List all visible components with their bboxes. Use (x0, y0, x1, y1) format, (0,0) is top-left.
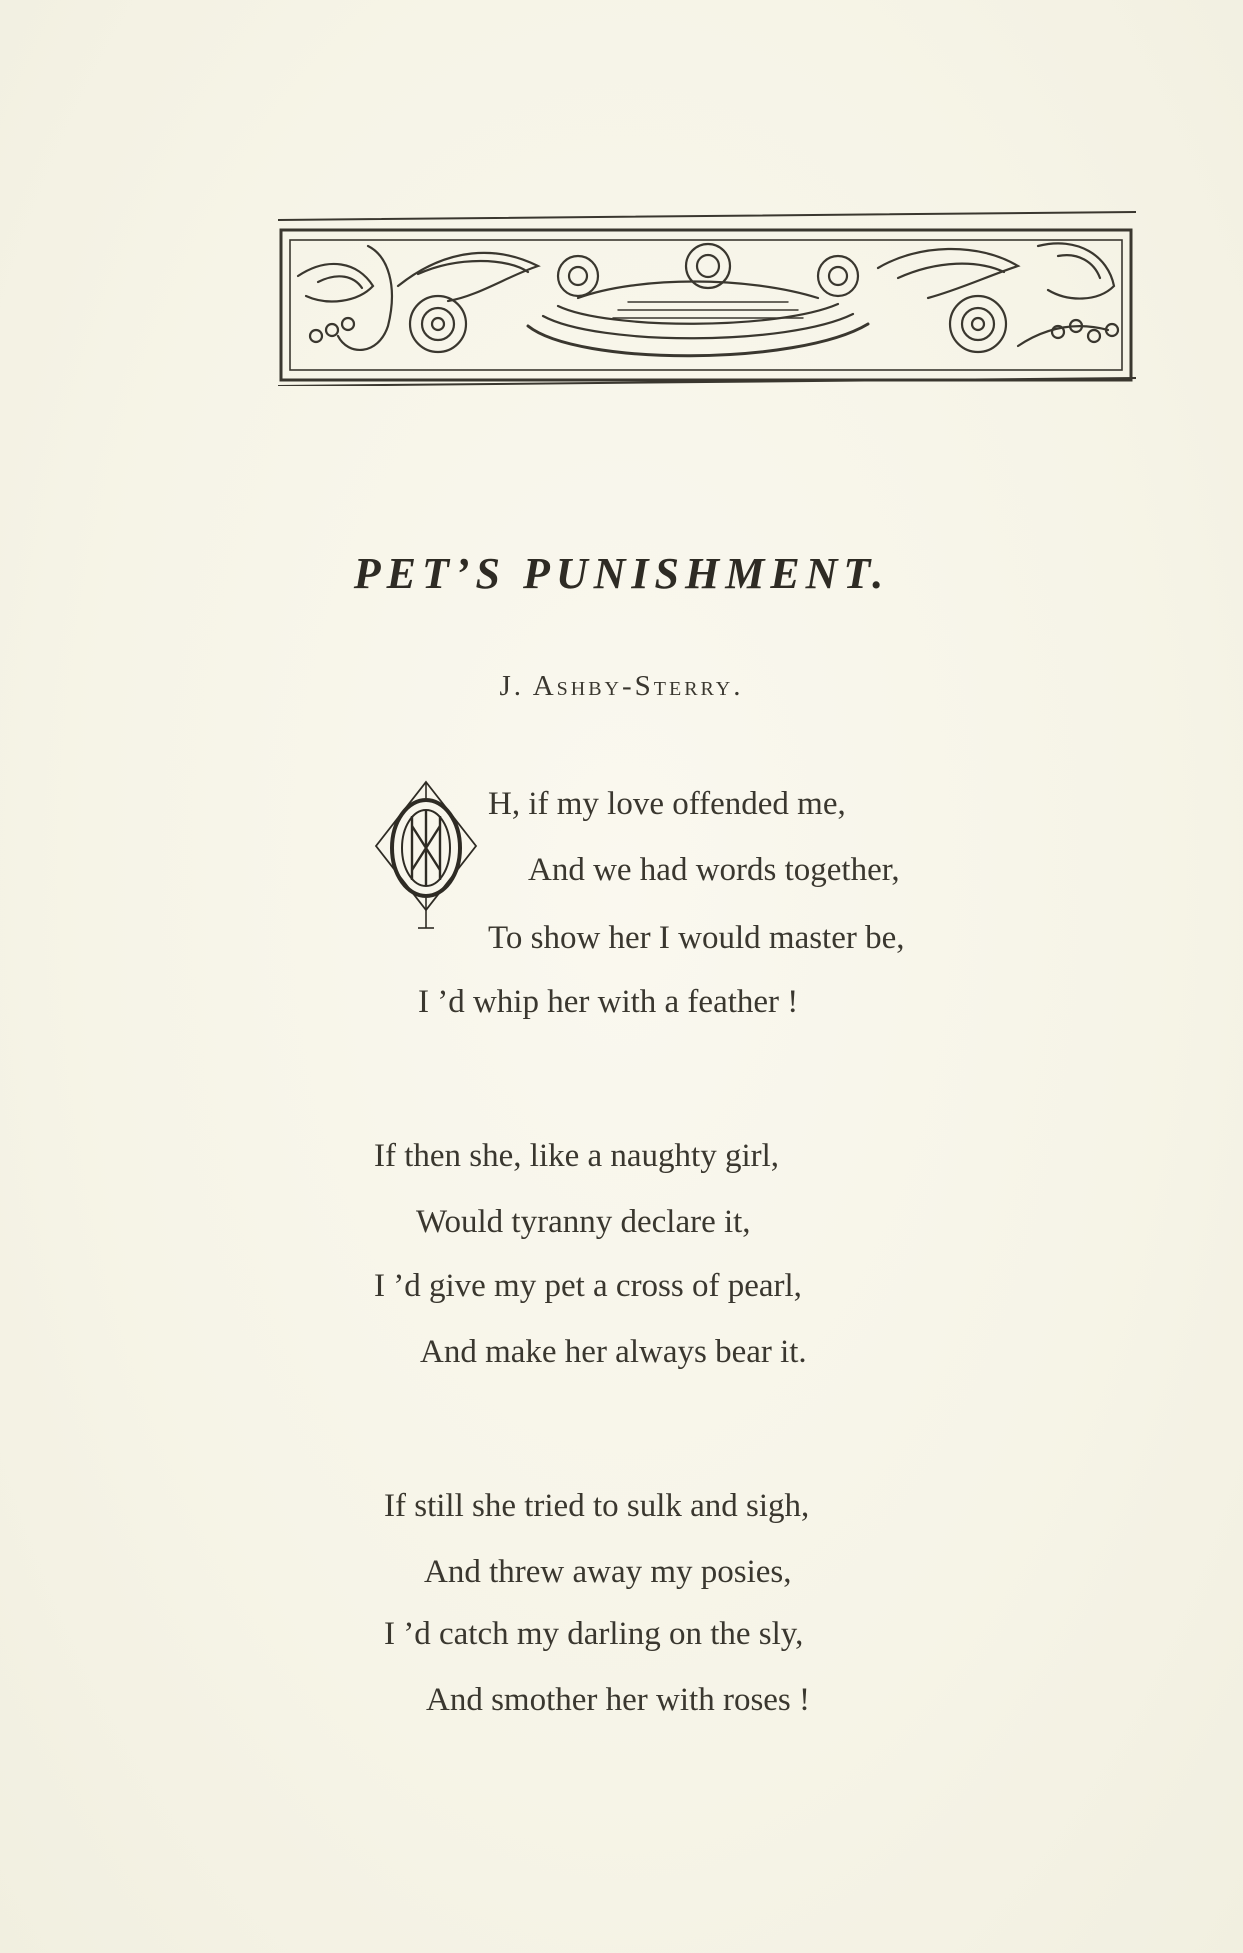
decorated-initial-icon (372, 780, 480, 932)
verse-line: And smother her with roses ! (426, 1682, 811, 1718)
verse-line: And make her always bear it. (420, 1334, 807, 1370)
initial-letter (372, 932, 373, 933)
verse-line: I ’d whip her with a feather ! (418, 984, 799, 1020)
verse-line: To show her I would master be, (488, 920, 905, 956)
verse-line: And threw away my posies, (424, 1554, 792, 1590)
verse-line: If still she tried to sulk and sigh, (384, 1488, 810, 1524)
poem-author: J. Ashby-Sterry. (499, 670, 744, 702)
verse-line: I ’d catch my darling on the sly, (384, 1616, 804, 1652)
verse-line: H, if my love offended me, (488, 786, 846, 822)
verse-line: Would tyranny declare it, (416, 1204, 751, 1240)
verse-line: I ’d give my pet a cross of pearl, (374, 1268, 802, 1304)
verse-line: And we had words together, (528, 852, 900, 888)
poem-title: PET’S PUNISHMENT. (353, 549, 890, 598)
ornamental-headpiece-icon (278, 206, 1136, 386)
verse-line: If then she, like a naughty girl, (374, 1138, 780, 1174)
